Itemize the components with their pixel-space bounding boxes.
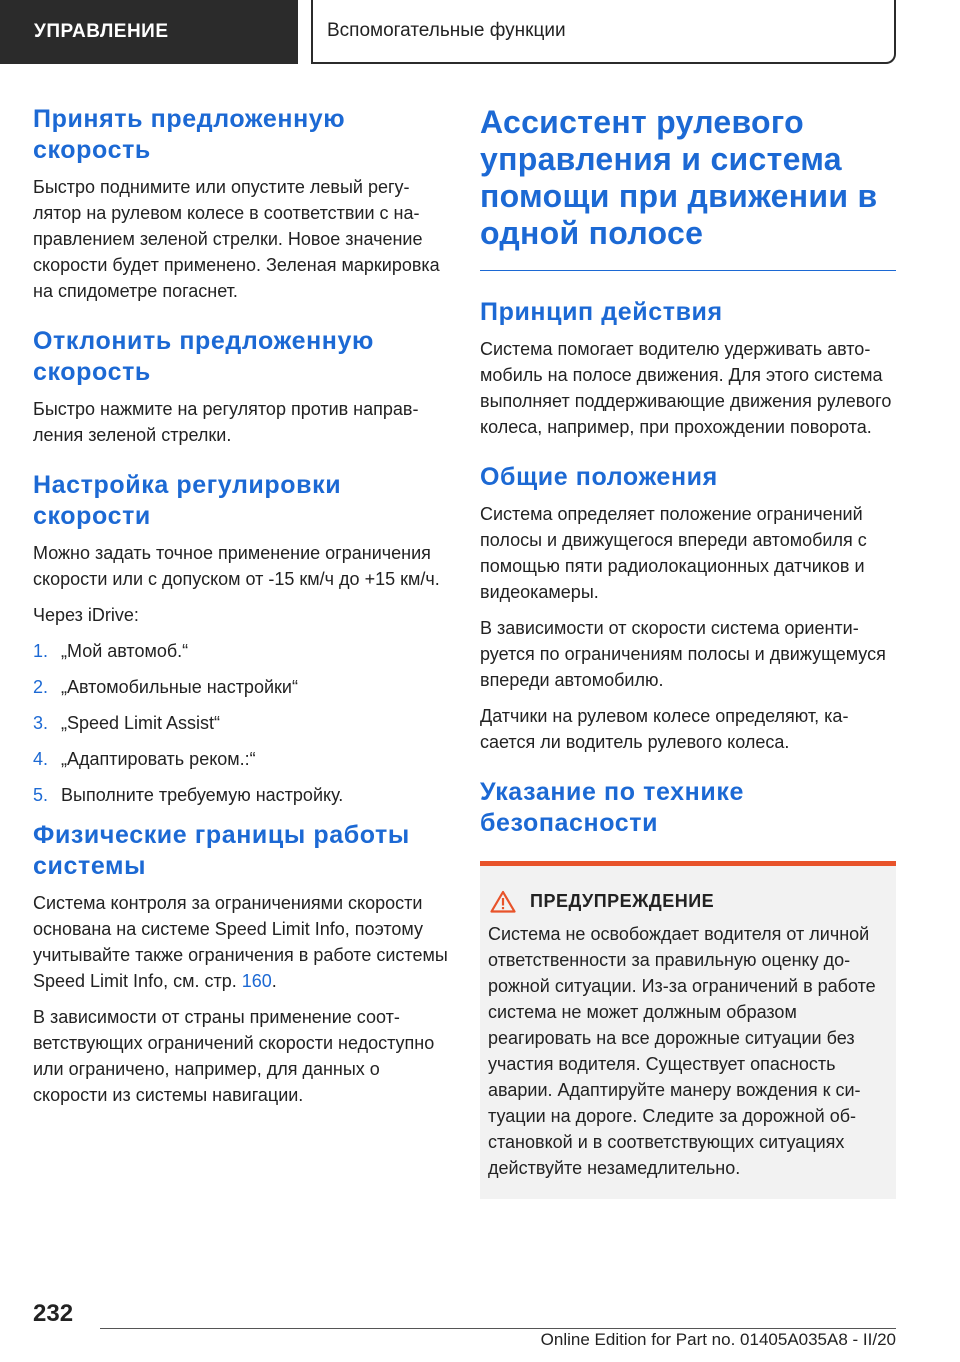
idrive-steps-list bbox=[33, 638, 449, 808]
section-title-principle: Принцип действия bbox=[480, 298, 723, 326]
step-text: „Speed Limit Assist“ bbox=[61, 713, 221, 733]
step-number: 1. bbox=[33, 641, 49, 661]
section-text-limits-country: В зависимости от страны применение соответствующих ограничений скорости недоступно или ограничено, например, для данных о скорости из системы навигации. bbox=[33, 1007, 435, 1105]
section-text-general-2: В зависимости от скорости система ориентируется по ограничениям полосы и движущемуся впереди автомобилю. bbox=[480, 618, 886, 690]
header-chapter-label: Вспомогательные функции bbox=[327, 20, 566, 41]
title-divider bbox=[480, 270, 896, 271]
section-title-general: Общие положения bbox=[480, 463, 718, 491]
list-item bbox=[33, 638, 449, 664]
header-chapter-box bbox=[311, 0, 896, 64]
warning-text: Система не освобождает водителя от личной ответственности за правильную оценку дорожной ситуации. Из-за ограничений в работе система не может должным образом реагировать на все дорожные ситуации без участия водителя. Существует опасность аварии. Адаптируйте манеру вождения к ситуации на дороге. Следите за дорожной обстановкой и в соответствующих ситуациях действуйте незамедлительно. bbox=[488, 924, 876, 1178]
page-reference-link[interactable]: 160 bbox=[241, 971, 272, 991]
step-text: „Мой автомоб.“ bbox=[61, 641, 189, 661]
section-text-general-3: Датчики на рулевом колесе определяют, касается ли водитель рулевого колеса. bbox=[480, 706, 849, 752]
section-title-accept-speed: Принять предложенную скорость bbox=[33, 105, 346, 164]
warning-title: ПРЕДУПРЕЖДЕНИЕ bbox=[530, 891, 715, 911]
section-text-principle: Система помогает водителю удерживать автомобиль на полосе движения. Для этого система выполняет поддерживающие движения рулевого колеса, например, при прохождении поворота. bbox=[480, 339, 892, 437]
step-number: 3. bbox=[33, 713, 49, 733]
step-text: Выполните требуемую настройку. bbox=[61, 785, 344, 805]
section-text-general-1: Система определяет положение ограничений полосы и движущегося впереди автомобиля с помощью пяти радиолокационных датчиков и видеокамеры. bbox=[480, 504, 867, 602]
step-number: 2. bbox=[33, 677, 49, 697]
header-section-tab bbox=[0, 0, 298, 64]
main-title: Ассистент рулевого управления и система помощи при движении в одной полосе bbox=[480, 104, 878, 251]
list-item bbox=[33, 710, 449, 736]
page-number: 232 bbox=[33, 1300, 74, 1327]
section-title-speed-settings: Настройка регулировки скорости bbox=[33, 471, 342, 530]
footer-edition: Online Edition for Part no. 01405A035A8 - II/20 bbox=[540, 1330, 896, 1349]
section-title-limits: Физические границы работы системы bbox=[33, 821, 410, 880]
header-section-label: УПРАВЛЕНИЕ bbox=[34, 21, 169, 42]
footer-divider bbox=[100, 1328, 896, 1329]
left-column bbox=[33, 104, 449, 1118]
section-text-speed-settings: Можно задать точное применение ограничения скорости или с допуском от -15 км/ч до +15 км/ч. bbox=[33, 543, 440, 589]
list-item bbox=[33, 782, 449, 808]
step-text: „Адаптировать реком.:“ bbox=[61, 749, 256, 769]
warning-header bbox=[488, 890, 886, 913]
section-title-safety: Указание по технике безопасности bbox=[480, 778, 744, 837]
list-item bbox=[33, 674, 449, 700]
section-title-reject-speed: Отклонить предложенную скорость bbox=[33, 327, 374, 386]
step-number: 5. bbox=[33, 785, 49, 805]
warning-triangle-icon bbox=[490, 890, 516, 913]
section-text-accept-speed: Быстро поднимите или опустите левый регулятор на рулевом колесе в соответствии с направлением зеленой стрелки. Новое значение скорости будет применено. Зеленая маркировка на спидометре погаснет. bbox=[33, 177, 440, 301]
step-number: 4. bbox=[33, 749, 49, 769]
section-text-reject-speed: Быстро нажмите на регулятор против направления зеленой стрелки. bbox=[33, 399, 419, 445]
warning-box bbox=[480, 861, 896, 1199]
idrive-intro: Через iDrive: bbox=[33, 605, 139, 625]
right-column bbox=[480, 104, 896, 1199]
step-text: „Автомобильные настройки“ bbox=[61, 677, 298, 697]
section-text-limits: Система контроля за ограничениями скорости основана на системе Speed Limit Info, поэтому учитывайте также ограничения в работе системы Speed Limit Info, см. стр. 160. bbox=[33, 893, 448, 991]
list-item bbox=[33, 746, 449, 772]
